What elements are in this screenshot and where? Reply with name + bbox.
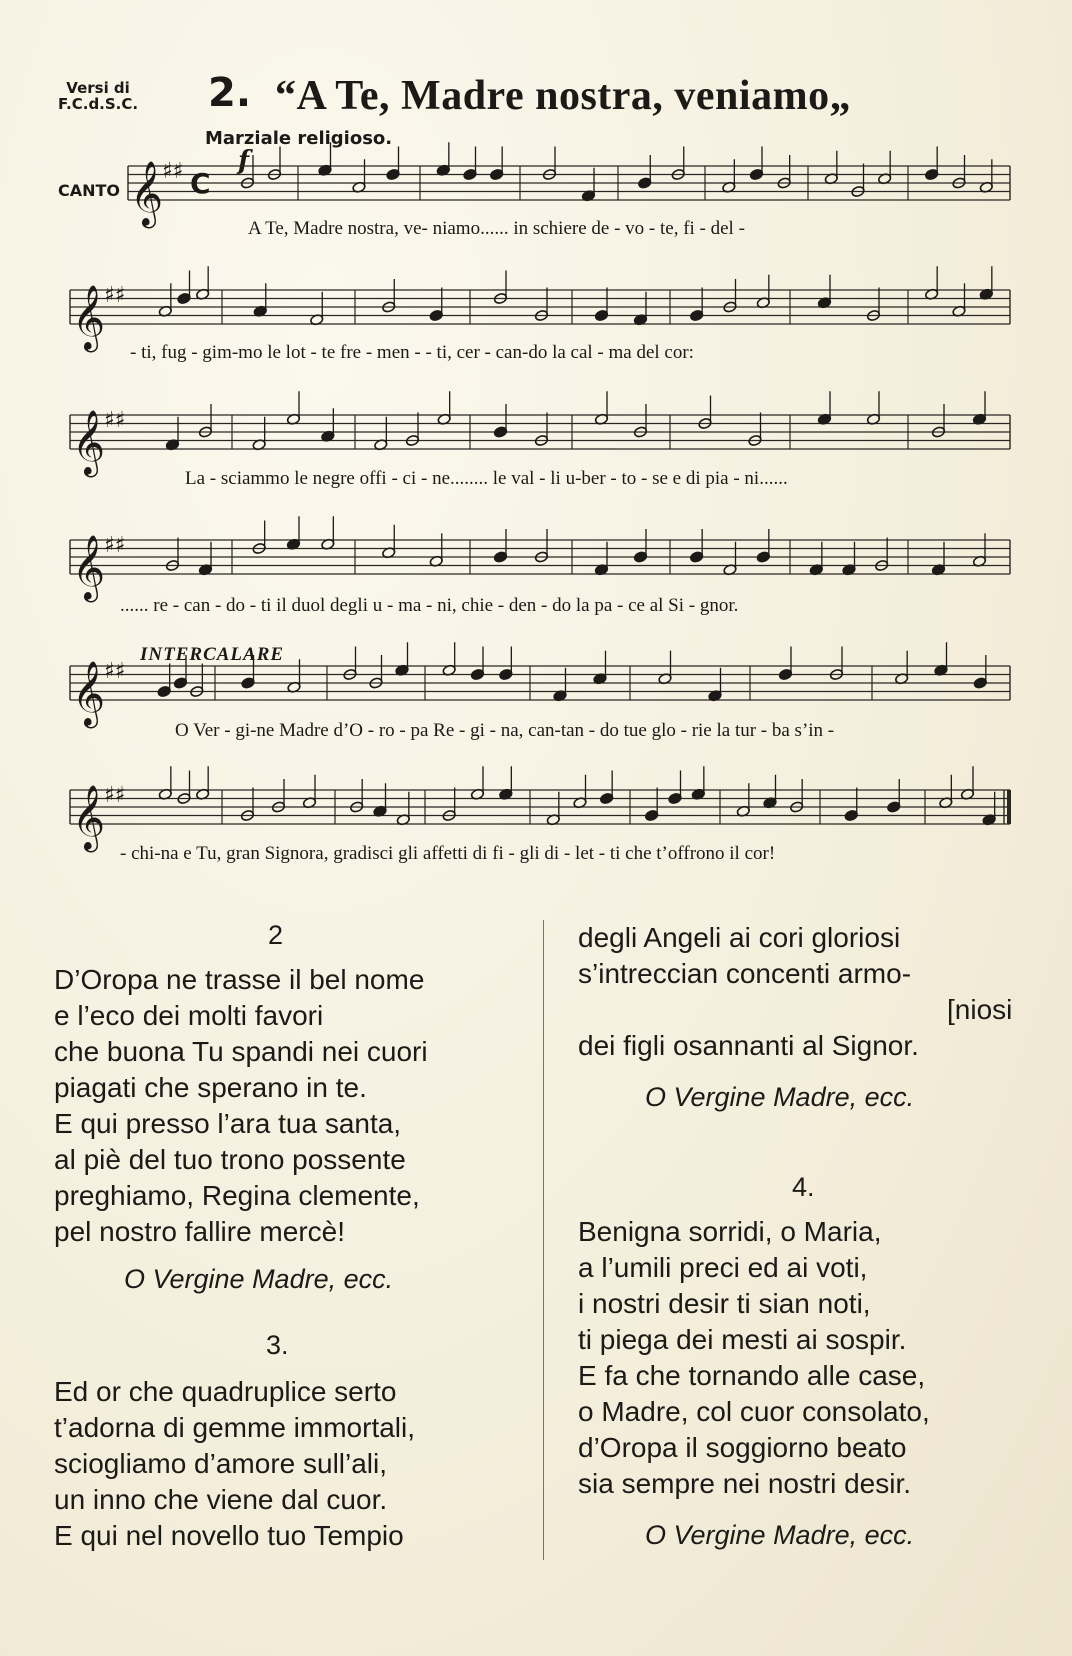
author-line-1: Versi di [66,79,130,97]
song-number: 2. [208,70,252,116]
verse-3-cont-line-4: dei figli osannanti al Signor. [578,1030,919,1061]
verse-2-line-8: pel nostro fallire mercè! [54,1216,346,1247]
verse-3-line-4: un inno che viene dal cuor. [54,1484,388,1515]
verse-4-line-7: d’Oropa il soggiorno beato [578,1432,907,1463]
treble-clef: 𝄞 [130,161,164,226]
verse-3-line-3: sciogliamo d’amore sull’ali, [54,1448,388,1479]
key-signature: ♯♯ [162,159,184,184]
treble-clef: 𝄞 [72,535,106,600]
verse-2-line-3: che buona Tu spandi nei cuori [54,1036,428,1067]
voice-label: CANTO [58,181,121,200]
song-title: “A Te, Madre nostra, veniamo„ [275,73,852,119]
verse-3-refrain: O Vergine Madre, ecc. [645,1082,915,1112]
verse-4-line-8: sia sempre nei nostri desir. [578,1468,912,1499]
verse-4-line-6: o Madre, col cuor consolato, [578,1396,930,1427]
key-signature: ♯♯ [104,783,126,808]
dynamic-marking: f [238,146,250,176]
verse-4-line-2: a l’umili preci ed ai voti, [578,1252,868,1283]
lyric-line-4: ...... re - can - do - ti il duol degli u - ma - ni, chie - den - do la pa - ce al Si - gnor. [120,595,739,616]
treble-clef: 𝄞 [72,785,106,850]
final-bar-thick [1007,790,1011,824]
verse-4-line-5: E fa che tornando alle case, [578,1360,926,1391]
time-signature: C [190,167,211,200]
lyric-line-5: O Ver - gi-ne Madre d’O - ro - pa Re - gi - na, can-tan - do tue glo - rie la tur - ba s’in - [175,720,835,741]
treble-clef: 𝄞 [72,410,106,475]
verse-4-line-3: i nostri desir ti sian noti, [578,1288,871,1319]
treble-clef: 𝄞 [72,661,106,726]
verse-2-line-7: preghiamo, Regina clemente, [54,1180,420,1211]
verse-4-line-1: Benigna sorridi, o Maria, [578,1216,882,1247]
verse-2-line-1: D’Oropa ne trasse il bel nome [54,964,425,995]
treble-clef: 𝄞 [72,285,106,350]
lyric-line-6: - chi-na e Tu, gran Signora, gradisci gli affetti di fi - gli di - let - ti che t’offrono il cor! [120,843,776,864]
verse-3-cont-line-3: [niosi [947,994,1013,1025]
key-signature: ♯♯ [104,408,126,433]
verse-3-line-2: t’adorna di gemme immortali, [54,1412,416,1443]
key-signature: ♯♯ [104,659,126,684]
lyric-line-3: La - sciammo le negre offi - ci - ne........ le val - li u-ber - to - se e di pia - ni...... [185,468,788,489]
verse-2-line-5: E qui presso l’ara tua santa, [54,1108,402,1139]
verse-3-line-5: E qui nel novello tuo Tempio [54,1520,404,1551]
verse-2-line-4: piagati che sperano in te. [54,1072,367,1103]
verse-2-number: 2 [268,920,284,950]
author-line-2: F.C.d.S.C. [58,95,139,113]
verse-4-line-4: ti piega dei mesti ai sospir. [578,1324,907,1355]
verse-4-refrain: O Vergine Madre, ecc. [645,1520,915,1550]
lyric-line-2: - ti, fug - gim-mo le lot - te fre - men - - ti, cer - can-do la cal - ma del cor: [130,342,694,363]
verse-3-number: 3. [266,1330,289,1360]
column-divider [543,920,544,1560]
verse-2-line-2: e l’eco dei molti favori [54,1000,324,1031]
key-signature: ♯♯ [104,533,126,558]
verse-4-number: 4. [792,1172,815,1202]
intercalare-label: INTERCALARE [140,644,285,665]
verse-3-cont-line-1: degli Angeli ai cori gloriosi [578,922,901,953]
lyric-line-1: A Te, Madre nostra, ve- niamo...... in schiere de - vo - te, fi - del - [248,218,745,239]
verse-3-line-1: Ed or che quadruplice serto [54,1376,397,1407]
tempo-marking: Marziale religioso. [205,128,393,149]
key-signature: ♯♯ [104,283,126,308]
verse-2-refrain: O Vergine Madre, ecc. [124,1264,394,1294]
verse-2-line-6: al piè del tuo trono possente [54,1144,406,1175]
verse-3-cont-line-2: s’intreccian concenti armo- [578,958,912,989]
